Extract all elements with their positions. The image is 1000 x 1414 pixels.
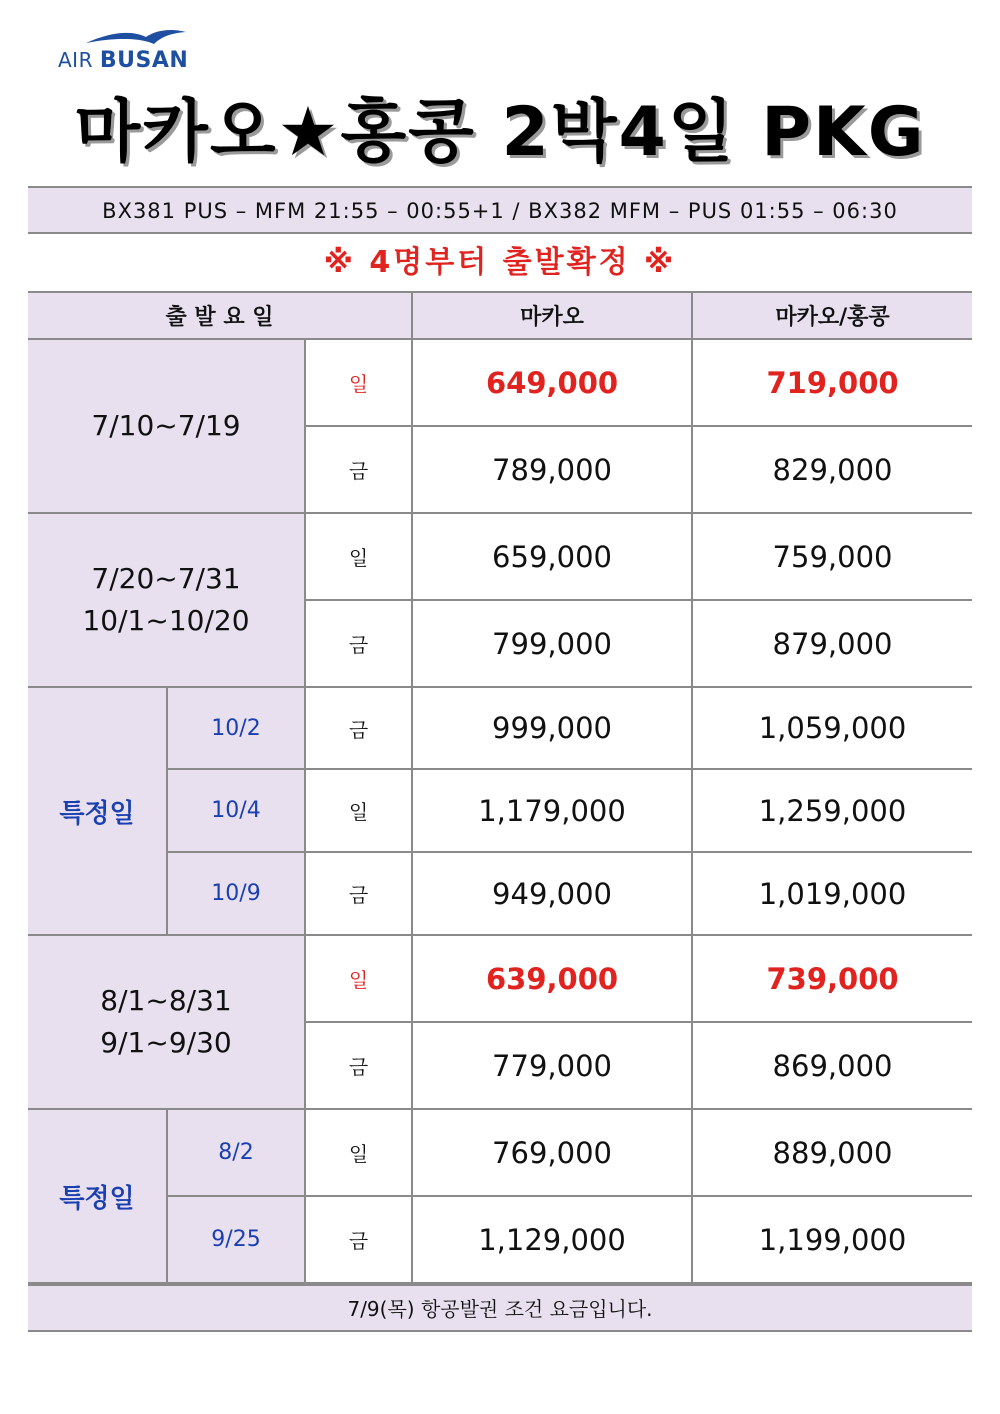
price-macau-hk: 759,000 [692,513,972,600]
price-macau: 639,000 [412,935,692,1022]
price-macau-hk: 879,000 [692,600,972,687]
day-cell: 금 [305,852,412,935]
price-macau-hk: 1,259,000 [692,769,972,852]
day-cell: 일 [305,513,412,600]
day-cell: 금 [305,426,412,513]
departure-notice: ※ 4명부터 출발확정 ※ [323,245,677,280]
table-row [28,339,972,426]
special-date-cell: 8/2 [167,1109,305,1196]
price-macau-hk: 739,000 [692,935,972,1022]
price-macau-hk: 1,019,000 [692,852,972,935]
price-macau-hk: 1,059,000 [692,687,972,769]
price-macau-hk: 889,000 [692,1109,972,1196]
table-row [28,769,972,852]
footer-note: 7/9(목) 항공발권 조건 요금입니다. [28,1284,972,1332]
header-departure-day: 출 발 요 일 [28,292,412,339]
special-date-cell: 10/2 [167,687,305,769]
logo-text [58,48,188,73]
airline-logo [58,28,188,72]
price-macau: 649,000 [412,339,692,426]
price-macau: 999,000 [412,687,692,769]
price-macau: 769,000 [412,1109,692,1196]
day-cell: 일 [305,769,412,852]
price-macau: 1,129,000 [412,1196,692,1283]
special-date-cell: 10/4 [167,769,305,852]
day-cell: 일 [305,1109,412,1196]
period-cell [28,513,305,687]
period-cell: 7/10~7/19 [28,339,305,513]
special-date-cell: 9/25 [167,1196,305,1283]
price-macau: 949,000 [412,852,692,935]
table-header-row [28,292,972,339]
table-row [28,513,972,600]
price-table [28,291,972,1284]
price-macau: 799,000 [412,600,692,687]
period-cell [28,935,305,1109]
special-date-cell: 10/9 [167,852,305,935]
table-row [28,1196,972,1283]
table-row [28,852,972,935]
price-macau-hk: 1,199,000 [692,1196,972,1283]
table-row [28,1109,972,1196]
price-macau-hk: 719,000 [692,339,972,426]
header-macau: 마카오 [412,292,692,339]
price-macau-hk: 869,000 [692,1022,972,1109]
flight-info: BX381 PUS – MFM 21:55 – 00:55+1 / BX382 MFM – PUS 01:55 – 06:30 [28,186,972,234]
day-cell: 일 [305,935,412,1022]
logo-brand: BUSAN [99,48,189,73]
logo-prefix: AIR [58,48,93,72]
price-macau-hk: 829,000 [692,426,972,513]
day-cell: 금 [305,1022,412,1109]
day-cell: 금 [305,687,412,769]
special-date-label: 특정일 [28,687,167,935]
day-cell: 금 [305,600,412,687]
bird-logo-icon [86,28,186,48]
special-date-label: 특정일 [28,1109,167,1283]
price-macau: 659,000 [412,513,692,600]
price-macau: 779,000 [412,1022,692,1109]
price-macau: 789,000 [412,426,692,513]
day-cell: 금 [305,1196,412,1283]
period-line: 9/1~9/30 [100,1026,232,1059]
price-macau: 1,179,000 [412,769,692,852]
day-cell: 일 [305,339,412,426]
period-line: 7/20~7/31 [91,562,241,595]
header-macau-hk: 마카오/홍콩 [692,292,972,339]
table-row [28,935,972,1022]
table-row [28,687,972,769]
period-line: 10/1~10/20 [82,604,250,637]
period-line: 8/1~8/31 [100,984,232,1017]
page-title: 마카오★홍콩 2박4일 PKG [74,93,926,172]
